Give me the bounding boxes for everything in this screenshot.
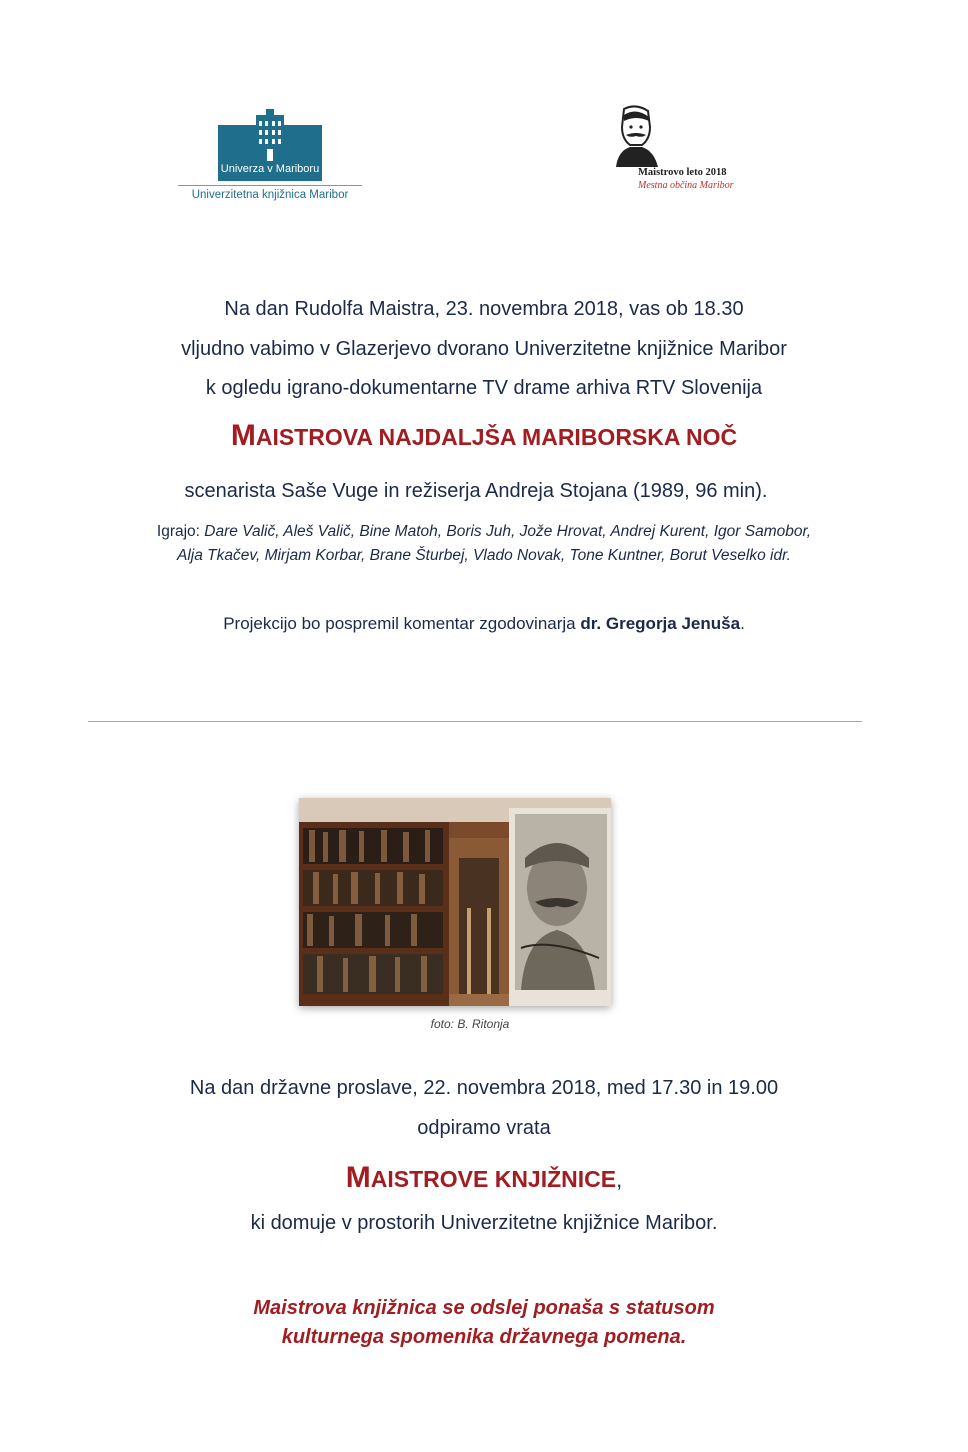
open-house-line-3: ki domuje v prostorih Univerzitetne knjižnice Maribor. (250, 1212, 718, 1234)
closing-line-2: kulturnega spomenika državnega pomena. (281, 1326, 687, 1348)
section-divider (88, 721, 862, 722)
library-name: Univerzitetna knjižnica Maribor (191, 189, 349, 201)
university-name: Univerza v Mariboru (220, 163, 320, 175)
photo-caption: foto: B. Ritonja (430, 1017, 510, 1031)
invite-line-1: Na dan Rudolfa Maistra, 23. novembra 2018, vas ob 18.30 (224, 298, 744, 320)
bookshelves-portrait-image (299, 798, 611, 1006)
building-icon (256, 109, 284, 161)
commentary-suffix: . (740, 614, 745, 633)
cast-line-1 (0, 520, 968, 544)
university-logo (178, 105, 362, 205)
commentary (0, 614, 968, 634)
library-title (0, 1160, 968, 1201)
historian-name: dr. Gregorja Jenuša (580, 614, 741, 633)
open-house-line-1: Na dan državne proslave, 22. novembra 2018, med 17.30 in 19.00 (189, 1077, 779, 1099)
invite-line-2: vljudno vabimo v Glazerjevo dvorano Univerzitetne knjižnice Maribor (181, 338, 787, 360)
maistrovo-leto-logo (612, 105, 752, 195)
logo-rule (178, 185, 362, 186)
film-credits: scenarista Saše Vuge in režiserja Andreja Stojana (1989, 96 min). (184, 480, 768, 502)
closing-line-1: Maistrova knjižnica se odslej ponaša s statusom (253, 1297, 715, 1319)
film-title-initial: M (230, 419, 256, 452)
library-title-initial: M (345, 1161, 371, 1194)
maistrovo-leto-title: Maistrovo leto 2018 (638, 167, 727, 178)
library-title-comma: , (616, 1167, 623, 1192)
cast-label: Igrajo: (156, 523, 200, 540)
film-title-rest: AISTROVA NAJDALJŠA MARIBORSKA NOČ (255, 424, 738, 450)
open-house-line-2: odpiramo vrata (417, 1117, 551, 1139)
library-title-rest: AISTROVE KNJIŽNICE (370, 1166, 617, 1192)
commentary-prefix: Projekcijo bo pospremil komentar zgodovinarja (223, 614, 581, 633)
cast-line-2: Alja Tkačev, Mirjam Korbar, Brane Šturbej, Vlado Novak, Tone Kuntner, Borut Veselko idr. (177, 547, 791, 564)
maister-portrait-icon (612, 105, 662, 167)
invite-line-3: k ogledu igrano-dokumentarne TV drame arhiva RTV Slovenija (205, 377, 763, 399)
film-title (0, 419, 968, 458)
library-photo (299, 798, 611, 1006)
cast-names-1: Dare Valič, Aleš Valič, Bine Matoh, Boris Juh, Jože Hrovat, Andrej Kurent, Igor Samobor, (204, 523, 812, 540)
maistrovo-leto-subtitle: Mestna občina Maribor (638, 180, 734, 191)
